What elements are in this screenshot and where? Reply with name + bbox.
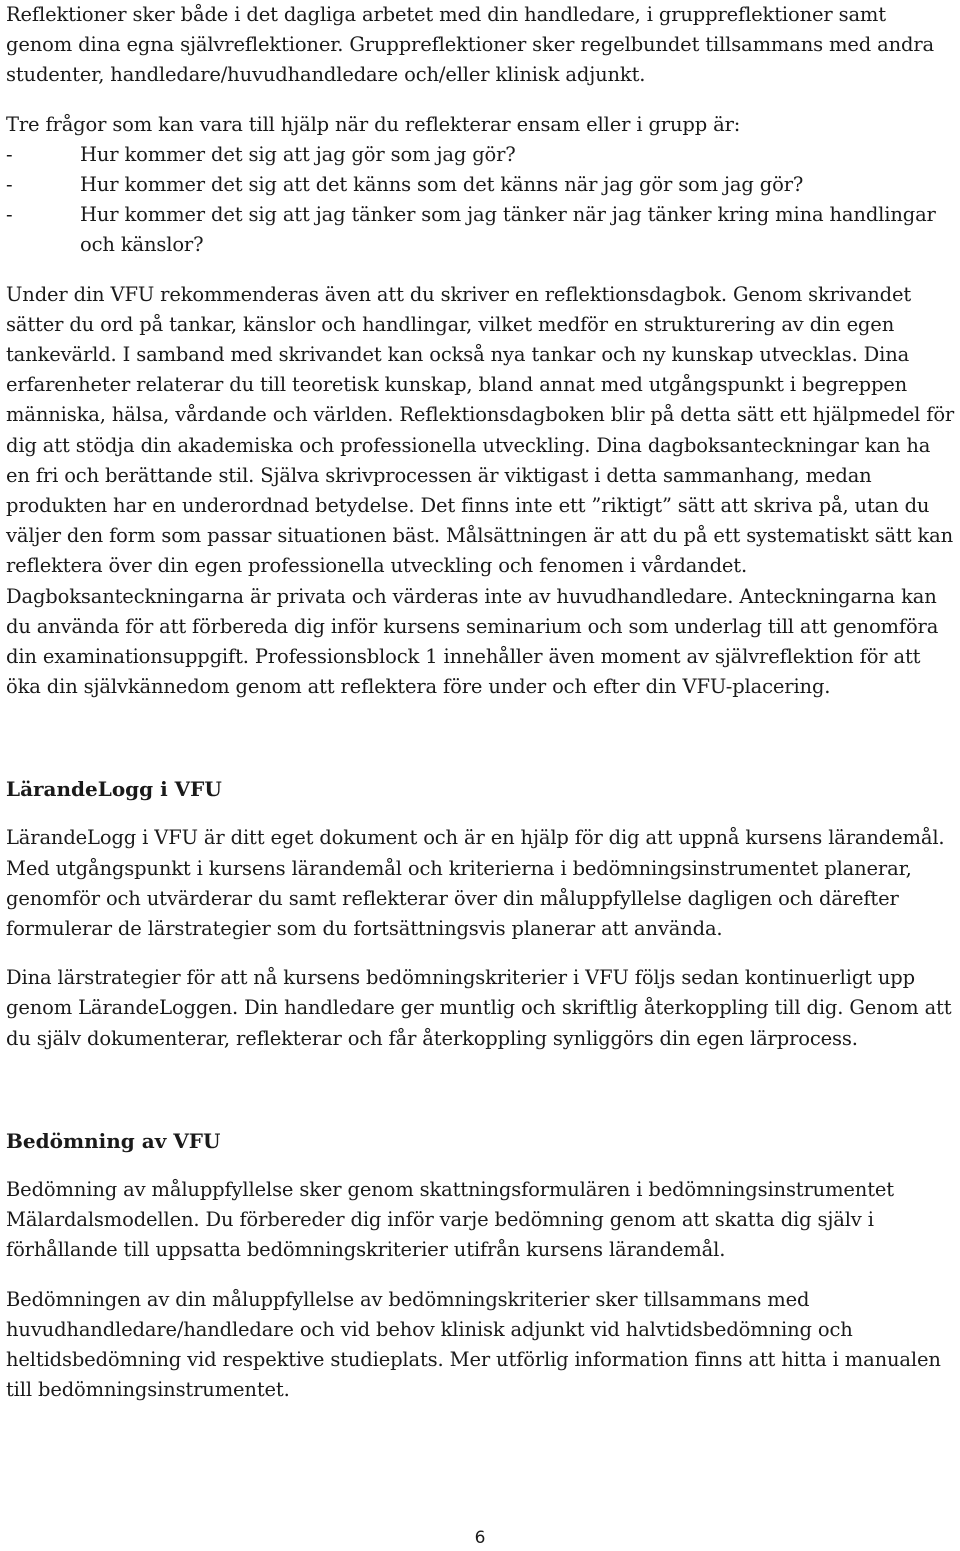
spacer xyxy=(6,804,958,823)
larandelogg-paragraph-1: LärandeLogg i VFU är ditt eget dokument och är en hjälp för dig att uppnå kursens lärandemål. Med utgångspunkt i kursens lärandemål och kriterierna i bedömningsinstrumentet planerar, genomför och utvärderar du samt reflekterar över din måluppfyllelse dagligen och därefter formulerar de lärstrategier som du fortsättningsvis planerar att använda. xyxy=(6,826,945,941)
question-text: Hur kommer det sig att jag gör som jag gör? xyxy=(80,142,516,166)
diary-paragraph: Under din VFU rekommenderas även att du skriver en reflektionsdagbok. Genom skrivandet sätter du ord på tankar, känslor och handlingar, vilket medför en strukturering av din egen tankevärld. I samband med skrivandet kan också nya tankar och ny kunskap utvecklas. Dina erfarenheter relaterar du till teoretisk kunskap, bland annat med utgångspunkt i begreppen människa, hälsa, vårdande och världen. Reflektionsdagboken blir på detta sätt ett hjälpmedel för dig att stödja din akademiska och professionella utveckling. Dina dagboksanteckningar kan ha en fri och berättande stil. Själva skrivprocessen är viktigast i detta sammanhang, medan produkten har en underordnad betydelse. Det finns inte ett ”riktigt” sätt att skriva på, utan du väljer den form som passar situationen bäst. Målsättningen är att du på ett systematiskt sätt kan reflektera över din egen professionella utveckling och fenomen i vårdandet. Dagboksanteckningarna är privata och värderas inte av huvudhandledare. Anteckningarna kan du använda för att förbereda dig inför kursens seminarium och som underlag till att genomföra din examinationsuppgift. Professionsblock 1 innehåller även moment av självreflektion för att öka din självkännedom genom att reflektera före under och efter din VFU-placering. xyxy=(6,282,955,699)
questions-lead: Tre frågor som kan vara till hjälp när du reflekterar ensam eller i grupp är: xyxy=(6,112,741,136)
dash-bullet: - xyxy=(6,173,13,197)
section-heading-bedomning: Bedömning av VFU xyxy=(6,1128,221,1153)
spacer xyxy=(6,1266,958,1285)
spacer xyxy=(6,91,958,110)
dash-bullet: - xyxy=(6,203,13,227)
spacer xyxy=(6,261,958,280)
list-item xyxy=(6,170,958,200)
page-number: 6 xyxy=(474,1528,486,1548)
list-item xyxy=(6,140,958,170)
question-text: Hur kommer det sig att det känns som det känns när jag gör som jag gör? xyxy=(80,173,804,197)
spacer xyxy=(6,1156,958,1175)
question-list xyxy=(6,140,958,261)
spacer xyxy=(6,944,958,963)
question-text: Hur kommer det sig att jag tänker som jag tänker när jag tänker kring mina handlingar och känslor? xyxy=(80,203,936,257)
spacer xyxy=(6,1054,958,1126)
bedomning-paragraph-2: Bedömningen av din måluppfyllelse av bedömningskriterier sker tillsammans med huvudhandledare/handledare och vid behov klinisk adjunkt vid halvtidsbedömning och heltidsbedömning vid respektive studieplats. Mer utförlig information finns att hitta i manualen till bedömningsinstrumentet. xyxy=(6,1287,941,1402)
intro-paragraph: Reflektioner sker både i det dagliga arbetet med din handledare, i gruppreflektioner samt genom dina egna självreflektioner. Gruppreflektioner sker regelbundet tillsammans med andra studenter, handledare/huvudhandledare och/eller klinisk adjunkt. xyxy=(6,3,935,87)
section-heading-larandelogg: LärandeLogg i VFU xyxy=(6,777,222,802)
list-item xyxy=(6,200,958,260)
spacer xyxy=(6,702,958,774)
bedomning-paragraph-1: Bedömning av måluppfyllelse sker genom skattningsformulären i bedömningsinstrumentet Mälardalsmodellen. Du förbereder dig inför varje bedömning genom att skatta dig själv i förhållande till uppsatta bedömningskriterier utifrån kursens lärandemål. xyxy=(6,1177,894,1262)
larandelogg-paragraph-2: Dina lärstrategier för att nå kursens bedömningskriterier i VFU följs sedan kontinuerligt upp genom LärandeLoggen. Din handledare ger muntlig och skriftlig återkoppling till dig. Genom att du själv dokumenterar, reflekterar och får återkoppling synliggörs din egen lärprocess. xyxy=(6,966,952,1050)
dash-bullet: - xyxy=(6,142,13,166)
document-page xyxy=(6,0,958,1405)
